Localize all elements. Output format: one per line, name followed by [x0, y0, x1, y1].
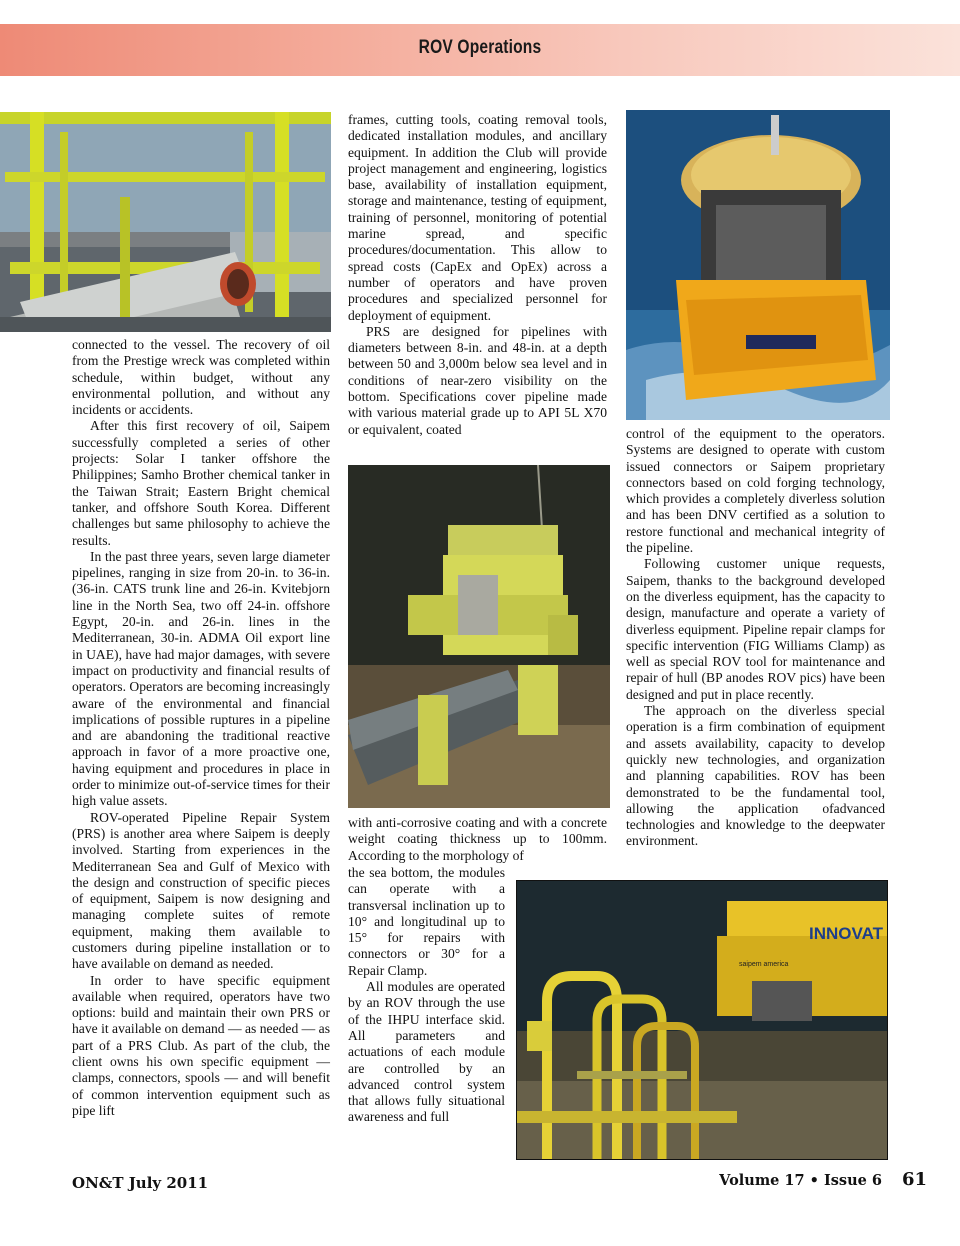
- photo-rov-surface: [626, 110, 890, 420]
- paragraph: with anti-corrosive coating and with a concrete weight coating thickness up to 100mm. According to the morphology of: [348, 815, 607, 863]
- page-number: 61: [902, 1169, 928, 1190]
- paragraph: The approach on the diverless special operation is a firm combination of equipment and assets availability, capacity to develop quickly new technologies, and organization and planning capabilities. ROV has been demonstrated to be the fundamental tool, allowing the application ofadvanced technologies and knowledge to the deepwater environment.: [626, 703, 885, 849]
- photo-prs-module: [348, 465, 610, 808]
- column-middle-bottom-wide: [348, 815, 607, 864]
- paragraph: the sea bottom, the modules can operate with a transversal inclination up to 10° and longitudinal up to 15° for repairs with connectors or 30° for a Repair Clamp.: [348, 865, 505, 978]
- paragraph: All modules are operated by an ROV through the use of the IHPU interface skid. All parameters and actuations of each module are controlled by an advanced control system that allows fully situational awareness and full: [348, 979, 505, 1125]
- page-header-title: ROV Operations: [418, 37, 542, 58]
- column-middle-top: [348, 112, 607, 438]
- footer-publication: ON&T July 2011: [72, 1174, 209, 1192]
- paragraph: In order to have specific equipment available when required, operators have two options: build and maintain their own PRS or have it available on demand — as needed — as part of a PRS Club. As part of the club, the client owns his own specific equipment — clamps, connectors, spools — and will benefit of common intervention equipment such as pipe lift: [72, 972, 330, 1118]
- paragraph: frames, cutting tools, coating removal tools, dedicated installation modules, and ancillary equipment. In addition the Club will provide project management and engineering, logistics base, availability of installation equipment, storage and maintenance, testing of equipment, training of personnel, monitoring of potential marine spread, and specific procedures/documentation. This allow to spread costs (CapEx and OpEx) across a number of operators and have proven procedures and specialized personnel for deployment of equipment.: [348, 112, 607, 323]
- column-left: [72, 337, 330, 1119]
- paragraph: PRS are designed for pipelines with diameters between 8-in. and 48-in. at a depth between 50 and 3,000m below sea level and in conditions of near-zero visibility on the bottom. Specifications cover pipeline made with various material grade up to API 5L X70 or equivalent, coated: [348, 323, 607, 437]
- column-right: [626, 426, 885, 850]
- paragraph: connected to the vessel. The recovery of oil from the Prestige wreck was completed within schedule, within budget, without any environmental pollution, and without any incidents or accidents.: [72, 337, 330, 418]
- paragraph: After this first recovery of oil, Saipem successfully completed a series of other projects: Solar I tanker offshore the Philippines; Samho Brother chemical tanker in the Taiwan Strait; Eastern Bright chemical tanker, and offshore South Korea. Different challenges but same philosophy to achieve the results.: [72, 418, 330, 548]
- paragraph: ROV-operated Pipeline Repair System (PRS) is another area where Saipem is deeply involved. Starting from experiences in the Mediterranean Sea and Gulf of Mexico with the design and construction of specific pieces of equipment, Saipem is now designing and managing complete suites of remote equipment, making them available to customers during pipeline installation or to have available on demand as needed.: [72, 809, 330, 972]
- paragraph: control of the equipment to the operators. Systems are designed to operate with custom issued connectors or Saipem proprietary connectors based on cold forging technology, which provides a completely diverless solution and has been DNV certified as a solution to restore functional and mechanical integrity of the pipeline.: [626, 426, 885, 556]
- footer-volume-issue: Volume 17 • Issue 6: [719, 1172, 882, 1189]
- photo-rov-repair-scene: [516, 880, 888, 1160]
- column-middle-bottom-narrow: [348, 865, 505, 1126]
- paragraph: Following customer unique requests, Saipem, thanks to the background developed on the diverless equipment, has the capacity to design, manufacture and operate a variety of diverless equipment. Pipeline repair clamps for specific intervention (FIG Williams Clamp) as well as special ROV tool for maintenance and repair of hull (BP anodes ROV pics) have been designed and put in place recently.: [626, 556, 885, 702]
- rov-sign-label: INNOVAT: [809, 924, 883, 943]
- rov-sign-small-label: saipem america: [739, 961, 789, 968]
- paragraph: In the past three years, seven large diameter pipelines, ranging in size from 20-in. to 36-in. (36-in. CATS trunk line and 26-in. Kvitebjorn line in the North Sea, two off 24-in. offshore Egypt, 20-in. and 26-in. lines in the Mediterranean, 30-in. ADMA Oil export line in UAE), have had major damages, with severe impact on productivity and financial results of operators. Operators are becoming increasingly aware of the environmental and financial implications of possible ruptures in a pipeline and are abandoning the traditional reactive approach in favor of a more proactive one, having equipment and procedures in place in order to minimize out-of-service times for their high value assets.: [72, 548, 330, 809]
- photo-pipeline-frame: [0, 112, 331, 332]
